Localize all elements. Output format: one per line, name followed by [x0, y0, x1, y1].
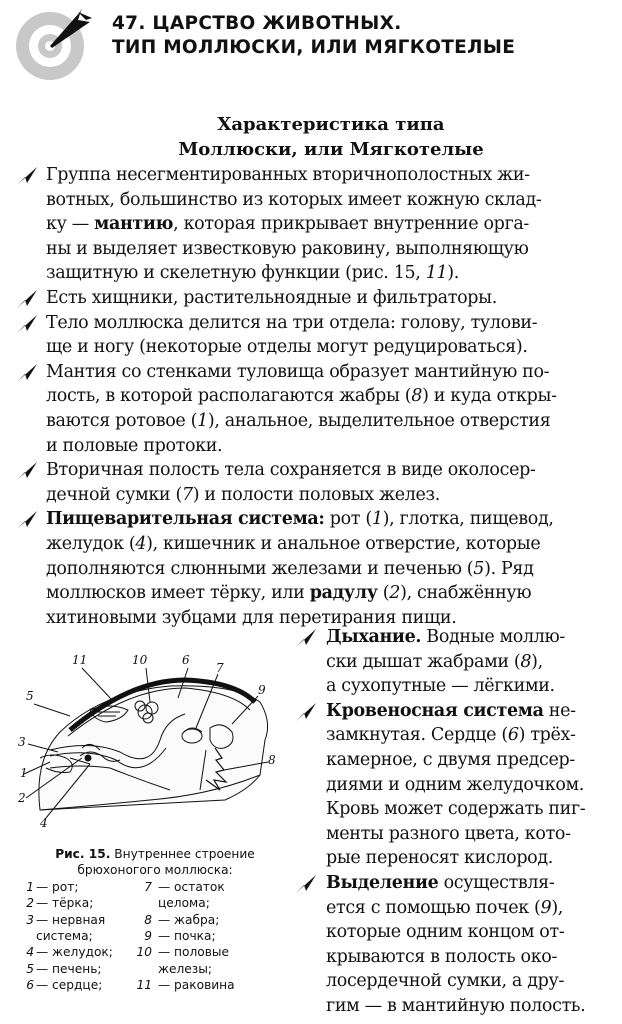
bold-term: Выделение: [326, 873, 439, 893]
caption-legend: [26, 879, 280, 999]
legend-text: система;: [36, 929, 93, 943]
bold-term: Дыхание.: [326, 627, 422, 647]
text-line: вотных, большинство из которых имеет кожную склад-: [46, 189, 542, 210]
bullet-arrow-icon: [15, 509, 39, 531]
figure-ref: 2: [389, 583, 401, 604]
figure-ref: 11: [425, 263, 448, 284]
figure-ref: 5: [473, 558, 485, 579]
text-line: крываются в полость око-: [326, 946, 558, 967]
bullet-arrow-icon: [294, 627, 318, 649]
legend-number: 1: [26, 879, 34, 894]
legend-text: — почка;: [158, 929, 216, 943]
legend-number: 5: [26, 961, 34, 976]
text-line: лосердечной сумки, а дру-: [326, 971, 565, 992]
bullet-arrow-icon: [15, 460, 39, 482]
text-line: Есть хищники, растительноядные и фильтраторы.: [46, 288, 497, 308]
figure-ref: 1: [197, 411, 208, 431]
figure-ref: 7: [181, 484, 193, 505]
bullet-arrow-icon: [15, 313, 39, 335]
legend-text: железы;: [158, 961, 212, 976]
text-line: рые переносят кислород.: [326, 848, 553, 869]
text-line: Группа несегментированных вторичнополостных жи-: [46, 165, 530, 185]
text-line: которые одним концом от-: [326, 922, 565, 943]
text-line: камерное, с двумя предсер-: [326, 750, 575, 770]
target-arrow-icon: [12, 6, 96, 90]
fig-label-11: 11: [72, 653, 88, 667]
figure-ref: 6: [507, 725, 519, 746]
caption-text: Внутреннее строение: [110, 847, 255, 861]
bold-term: Пищеварительная система:: [46, 509, 325, 530]
legend-number: 11: [136, 978, 152, 993]
text-line: Дыхание. Водные моллю-: [326, 627, 565, 647]
legend-text: — нервная: [36, 912, 106, 927]
text-line: дополняются слюнными железами и печенью (5). Ряд: [46, 558, 534, 579]
text-line: менты разного цвета, кото-: [326, 823, 571, 844]
text-line: лость, в которой располагаются жабры (8) и куда откры-: [46, 386, 557, 407]
legend-number: 6: [26, 978, 34, 993]
text-line: и половые протоки.: [46, 435, 223, 456]
text-line: Тело моллюска делится на три отдела: голову, тулови-: [46, 312, 538, 333]
fig-label-9: 9: [258, 683, 266, 697]
text-line: ще и ногу (некоторые отделы могут редуцироваться).: [46, 337, 528, 358]
chapter-subtitle: ТИП МОЛЛЮСКИ, ИЛИ МЯГКОТЕЛЫЕ: [112, 37, 516, 58]
figure-caption: [26, 846, 280, 999]
text-line: желудок (4), кишечник и анальное отверстие, которые: [46, 534, 541, 554]
bullet-arrow-icon: [15, 288, 39, 310]
fig-label-3: 3: [18, 735, 26, 749]
text-line: ку — мантию, которая прикрывает внутренние орга-: [46, 214, 529, 235]
fig-label-7: 7: [216, 661, 224, 675]
text-line: защитную и скелетную функции (рис. 15, 11).: [46, 263, 459, 284]
chapter-number-title: 47. ЦАРСТВО ЖИВОТНЫХ.: [112, 13, 402, 34]
fig-label-4: 4: [40, 816, 48, 830]
text-line: ски дышат жабрами (8),: [326, 651, 543, 672]
chapter-title: [112, 12, 515, 60]
section-title-line2: Моллюски, или Мягкотелые: [178, 139, 484, 160]
legend-number: 9: [144, 929, 152, 943]
fig-label-10: 10: [132, 653, 148, 667]
chapter-header: [0, 0, 622, 80]
bullet-arrow-icon: [294, 701, 318, 723]
text-line: диями и одним желудочком.: [326, 774, 585, 795]
bold-term: мантию: [94, 214, 174, 235]
fig-label-6: 6: [182, 653, 190, 667]
legend-text: — желудок;: [36, 945, 113, 960]
section-title: [0, 112, 622, 162]
legend-text: — раковина: [158, 978, 235, 993]
section-title-line1: Характеристика типа: [217, 114, 445, 135]
figure-ref: 4: [135, 534, 147, 554]
fig-label-1: 1: [20, 766, 28, 780]
bullet-arrow-icon: [294, 873, 318, 895]
fig-label-5: 5: [26, 689, 34, 703]
text-line: гим — в мантийную полость.: [326, 996, 586, 1016]
text-line: хитиновыми зубцами для перетирания пищи.: [46, 607, 457, 628]
fig-label-8: 8: [268, 753, 276, 767]
figure-ref: 8: [411, 386, 423, 407]
legend-number: 2: [26, 896, 34, 911]
legend-number: 3: [26, 912, 34, 927]
bullet-arrow-icon: [15, 165, 39, 187]
legend-text: — тёрка;: [36, 896, 94, 911]
legend-number: 7: [144, 879, 152, 894]
legend-number: 10: [136, 945, 152, 960]
legend-text: целома;: [158, 896, 210, 911]
text-line: ется с помощью почек (9),: [326, 897, 564, 918]
caption-line2: брюхоногого моллюска:: [77, 863, 233, 878]
bold-term: Кровеносная система: [326, 700, 544, 721]
legend-text: — остаток: [158, 879, 225, 894]
legend-text: — рот;: [36, 879, 79, 894]
bullet-arrow-icon: [15, 362, 39, 384]
figure-ref: 9: [540, 897, 552, 918]
legend-text: — печень;: [36, 961, 102, 976]
text-line: моллюсков имеет тёрку, или радулу (2), снабжённую: [46, 583, 532, 604]
text-line: Кровь может содержать пиг-: [326, 799, 586, 820]
legend-number: 4: [26, 945, 34, 960]
text-line: Мантия со стенками туловища образует мантийную по-: [46, 361, 550, 382]
text-line: замкнутая. Сердце (6) трёх-: [326, 725, 576, 746]
text-line: Кровеносная система не-: [326, 700, 576, 721]
text-line: ваются ротовое (1), анальное, выделительное отверстия: [46, 411, 551, 431]
text-line: а сухопутные — лёгкими.: [326, 676, 555, 697]
text-line: ны и выделяет известковую раковину, выполняющую: [46, 238, 529, 259]
bold-term: радулу: [309, 583, 378, 604]
text-line: дечной сумки (7) и полости половых желез.: [46, 484, 440, 505]
caption-title: [30, 846, 280, 862]
legend-text: — половые: [158, 945, 230, 960]
legend-number: 8: [144, 912, 152, 927]
caption-figure-number: Рис. 15.: [55, 847, 111, 861]
legend-text: — жабра;: [158, 912, 220, 927]
figure-ref: 8: [520, 651, 532, 672]
text-line: Пищеварительная система: рот (1), глотка, пищевод,: [46, 509, 554, 530]
mollusk-figure: [10, 640, 282, 845]
fig-label-2: 2: [18, 791, 26, 805]
text-line: Выделение осуществля-: [326, 873, 555, 893]
text-line: Вторичная полость тела сохраняется в виде околосер-: [46, 460, 536, 481]
legend-text: — сердце;: [36, 978, 103, 993]
figure-ref: 1: [371, 509, 383, 530]
